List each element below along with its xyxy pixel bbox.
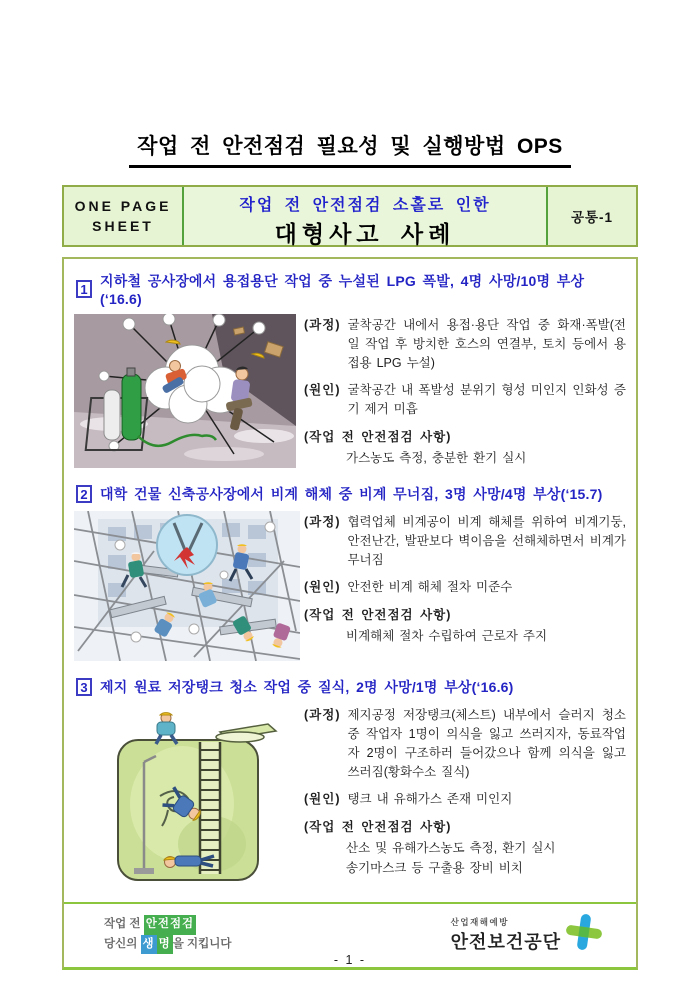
header-subtitle: 작업 전 안전점검 소홀로 인한 <box>239 197 491 214</box>
kosha-name: 안전보건공단 <box>450 931 561 952</box>
case-2-cause <box>304 578 626 597</box>
slogan-line2-suffix: 을 지킵니다 <box>172 937 232 950</box>
process-label: (과정) <box>304 318 341 332</box>
header-title-box <box>182 187 548 245</box>
kosha-logo <box>451 912 602 957</box>
case-1-process <box>304 316 626 373</box>
case-3-number-box: 3 <box>76 678 92 696</box>
case-1-cause <box>304 381 626 419</box>
storage-tank-illustration <box>74 704 302 888</box>
one-page-sheet-label <box>64 187 182 245</box>
case-3-heading <box>74 669 626 701</box>
slogan-badge-life-2: 명 <box>157 935 173 955</box>
case-3-check-line2: 송기마스크 등 구출용 장비 비치 <box>346 860 523 875</box>
safety-slogan <box>104 915 232 954</box>
case-3-check-line1: 산소 및 유해가스농도 측정, 환기 실시 <box>346 841 556 856</box>
case-3-process <box>304 706 626 782</box>
lpg-explosion-illustration <box>74 314 302 468</box>
case-1-title: 지하철 공사장에서 용접용단 작업 중 누설된 LPG 폭발, 4명 사망/10명 부상(‘16.6) <box>100 273 585 307</box>
cause-label: (원인) <box>304 383 341 397</box>
case-3-cause <box>304 790 626 809</box>
header-main-title: 대형사고 사례 <box>274 221 456 247</box>
cause-text: 굴착공간 내 폭발성 분위기 형성 미인지 인화성 증기 제거 미흡 <box>347 383 626 416</box>
case-2-number-box: 2 <box>76 485 92 503</box>
kosha-cross-icon <box>566 912 602 957</box>
content-box <box>62 257 638 970</box>
slogan-line2-prefix: 당신의 <box>104 937 138 950</box>
process-text: 협력업체 비계공이 비계 해체를 위하여 비계기둥, 안전난간, 발판보다 벽이음을 선해체하면서 비계가 무너짐 <box>347 515 626 568</box>
cause-text: 안전한 비계 해체 절차 미준수 <box>347 580 513 595</box>
ops-label-line1: ONE PAGE <box>74 197 172 214</box>
slogan-line1-prefix: 작업 전 <box>104 918 141 931</box>
slogan-badge-life-1: 생 <box>141 935 157 955</box>
page-number: - 1 - <box>333 953 367 967</box>
case-2-process <box>304 513 626 570</box>
case-2-check-label: (작업 전 안전점검 사항) <box>304 608 452 623</box>
case-1-heading <box>74 263 626 311</box>
case-3-check-label: (작업 전 안전점검 사항) <box>304 820 452 835</box>
cause-text: 탱크 내 유해가스 존재 미인지 <box>347 792 513 807</box>
case-1-number-box: 1 <box>76 280 92 298</box>
case-2-heading <box>74 476 626 508</box>
ops-label-line2: SHEET <box>92 218 154 234</box>
process-text: 굴착공간 내에서 용접·용단 작업 중 화재·폭발(전일 작업 후 방치한 호스의 연결부, 토치 등에서 용접용 LPG 누설) <box>347 318 626 370</box>
scaffold-collapse-illustration <box>74 511 302 661</box>
document-code-label: 공통-1 <box>570 210 614 225</box>
case-2-title: 대학 건물 신축공사장에서 비계 해체 중 비계 무너짐, 3명 사망/4명 부상(‘15.7) <box>100 486 603 503</box>
document-title-text: 작업 전 안전점검 필요성 및 실행방법 OPS <box>129 130 571 168</box>
case-section-1 <box>74 263 626 476</box>
process-label: (과정) <box>304 515 341 530</box>
lpg-explosion-scene-svg <box>74 314 296 468</box>
slogan-badge-safety-check: 안전점검 <box>144 915 196 935</box>
case-section-2 <box>74 476 626 669</box>
case-2-check-line1: 비계해체 절차 수립하여 근로자 주지 <box>346 629 548 644</box>
case-section-3 <box>74 669 626 896</box>
kosha-tagline: 산업재해예방 <box>450 916 509 927</box>
scaffold-collapse-scene-svg <box>74 511 300 661</box>
document-title <box>0 0 700 168</box>
cause-label: (원인) <box>304 580 341 595</box>
case-3-title: 제지 원료 저장탱크 청소 작업 중 질식, 2명 사망/1명 부상(‘16.6) <box>100 679 514 696</box>
cause-label: (원인) <box>304 792 341 807</box>
storage-tank-scene-svg <box>82 704 282 888</box>
case-1-check-line1: 가스농도 측정, 충분한 환기 실시 <box>346 451 527 465</box>
process-text: 제지공정 저장탱크(체스트) 내부에서 슬러지 청소 중 작업자 1명이 의식을 잃고 쓰러지자, 동료작업자 2명이 구조하러 들어갔으나 함께 의식을 잃고 쓰러짐(황화수소 질식) <box>347 708 626 780</box>
process-label: (과정) <box>304 708 341 723</box>
header-box <box>62 185 638 247</box>
case-1-check-label: (작업 전 안전점검 사항) <box>304 430 452 444</box>
